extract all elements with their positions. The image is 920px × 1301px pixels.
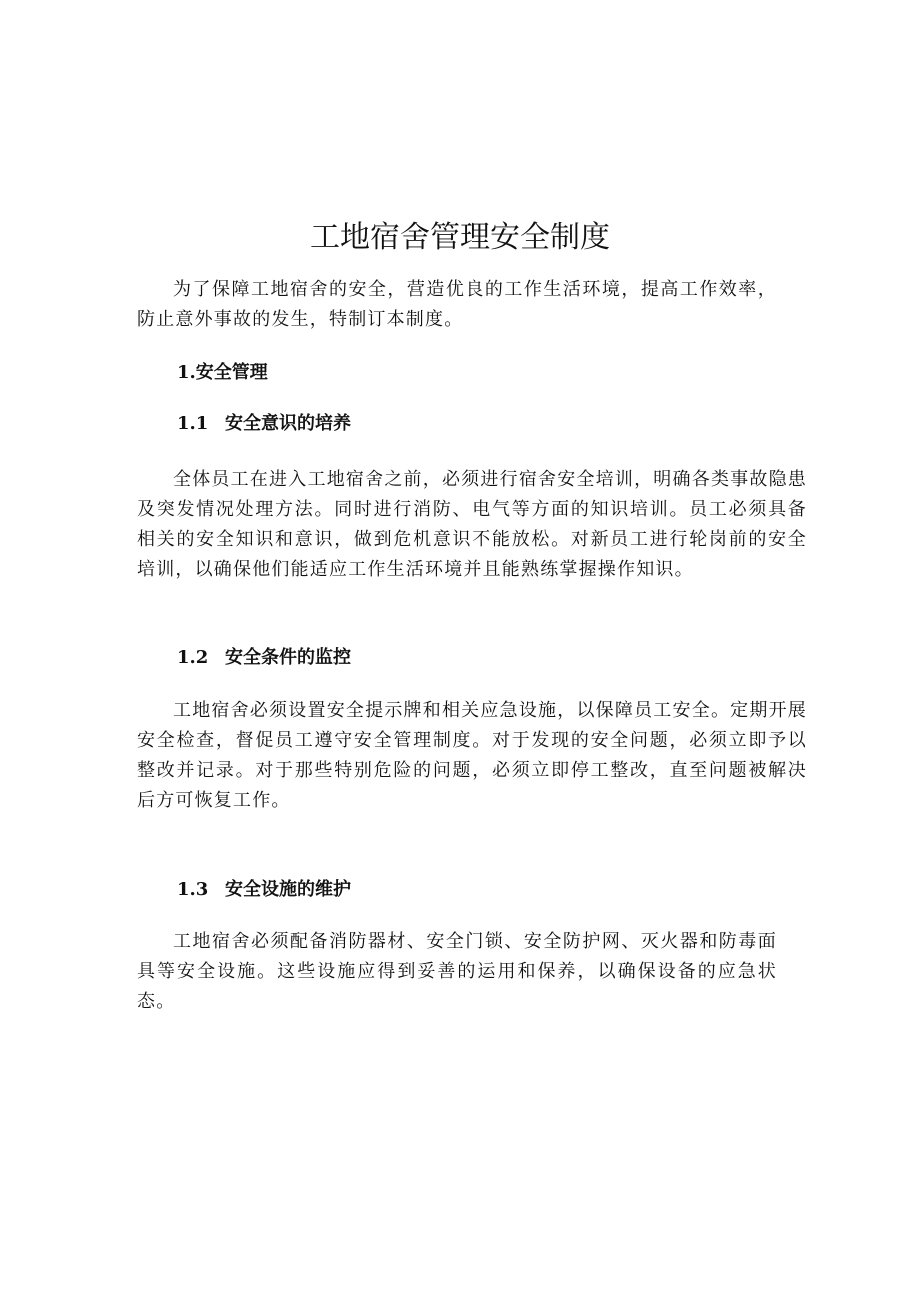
- subsection-heading-1-2: [177, 644, 351, 672]
- intro-paragraph: 为了保障工地宿舍的安全，营造优良的工作生活环境，提高工作效率，防止意外事故的发生，特制订本制度。: [137, 279, 777, 330]
- subsection-body-1-3: 工地宿舍必须配备消防器材、安全门锁、安全防护网、灭火器和防毒面具等安全设施。这些设施应得到妥善的运用和保养，以确保设备的应急状态。: [137, 931, 777, 1012]
- subsection-title: 安全条件的监控: [225, 647, 351, 668]
- subsection-title: 安全设施的维护: [225, 879, 351, 900]
- subsection-number: 1.3: [177, 879, 209, 900]
- subsection-number: 1.1: [177, 413, 209, 434]
- subsection-body-1-1: 全体员工在进入工地宿舍之前，必须进行宿舍安全培训，明确各类事故隐患及突发情况处理方法。同时进行消防、电气等方面的知识培训。员工必须具备相关的安全知识和意识，做到危机意识不能放松。对新员工进行轮岗前的安全培训，以确保他们能适应工作生活环境并且能熟练掌握操作知识。: [137, 469, 807, 580]
- section-heading: 1.安全管理: [177, 362, 268, 383]
- subsection-body-1-2: 工地宿舍必须设置安全提示牌和相关应急设施，以保障员工安全。定期开展安全检查，督促员工遵守安全管理制度。对于发现的安全问题，必须立即予以整改并记录。对于那些特别危险的问题，必须立即停工整改，直至问题被解决后方可恢复工作。: [137, 700, 807, 811]
- subsection-number: 1.2: [177, 647, 209, 668]
- subsection-title: 安全意识的培养: [225, 413, 351, 434]
- subsection-heading-1-3: [177, 876, 351, 904]
- subsection-heading-1-1: [177, 410, 351, 438]
- document-title: 工地宿舍管理安全制度: [310, 220, 610, 255]
